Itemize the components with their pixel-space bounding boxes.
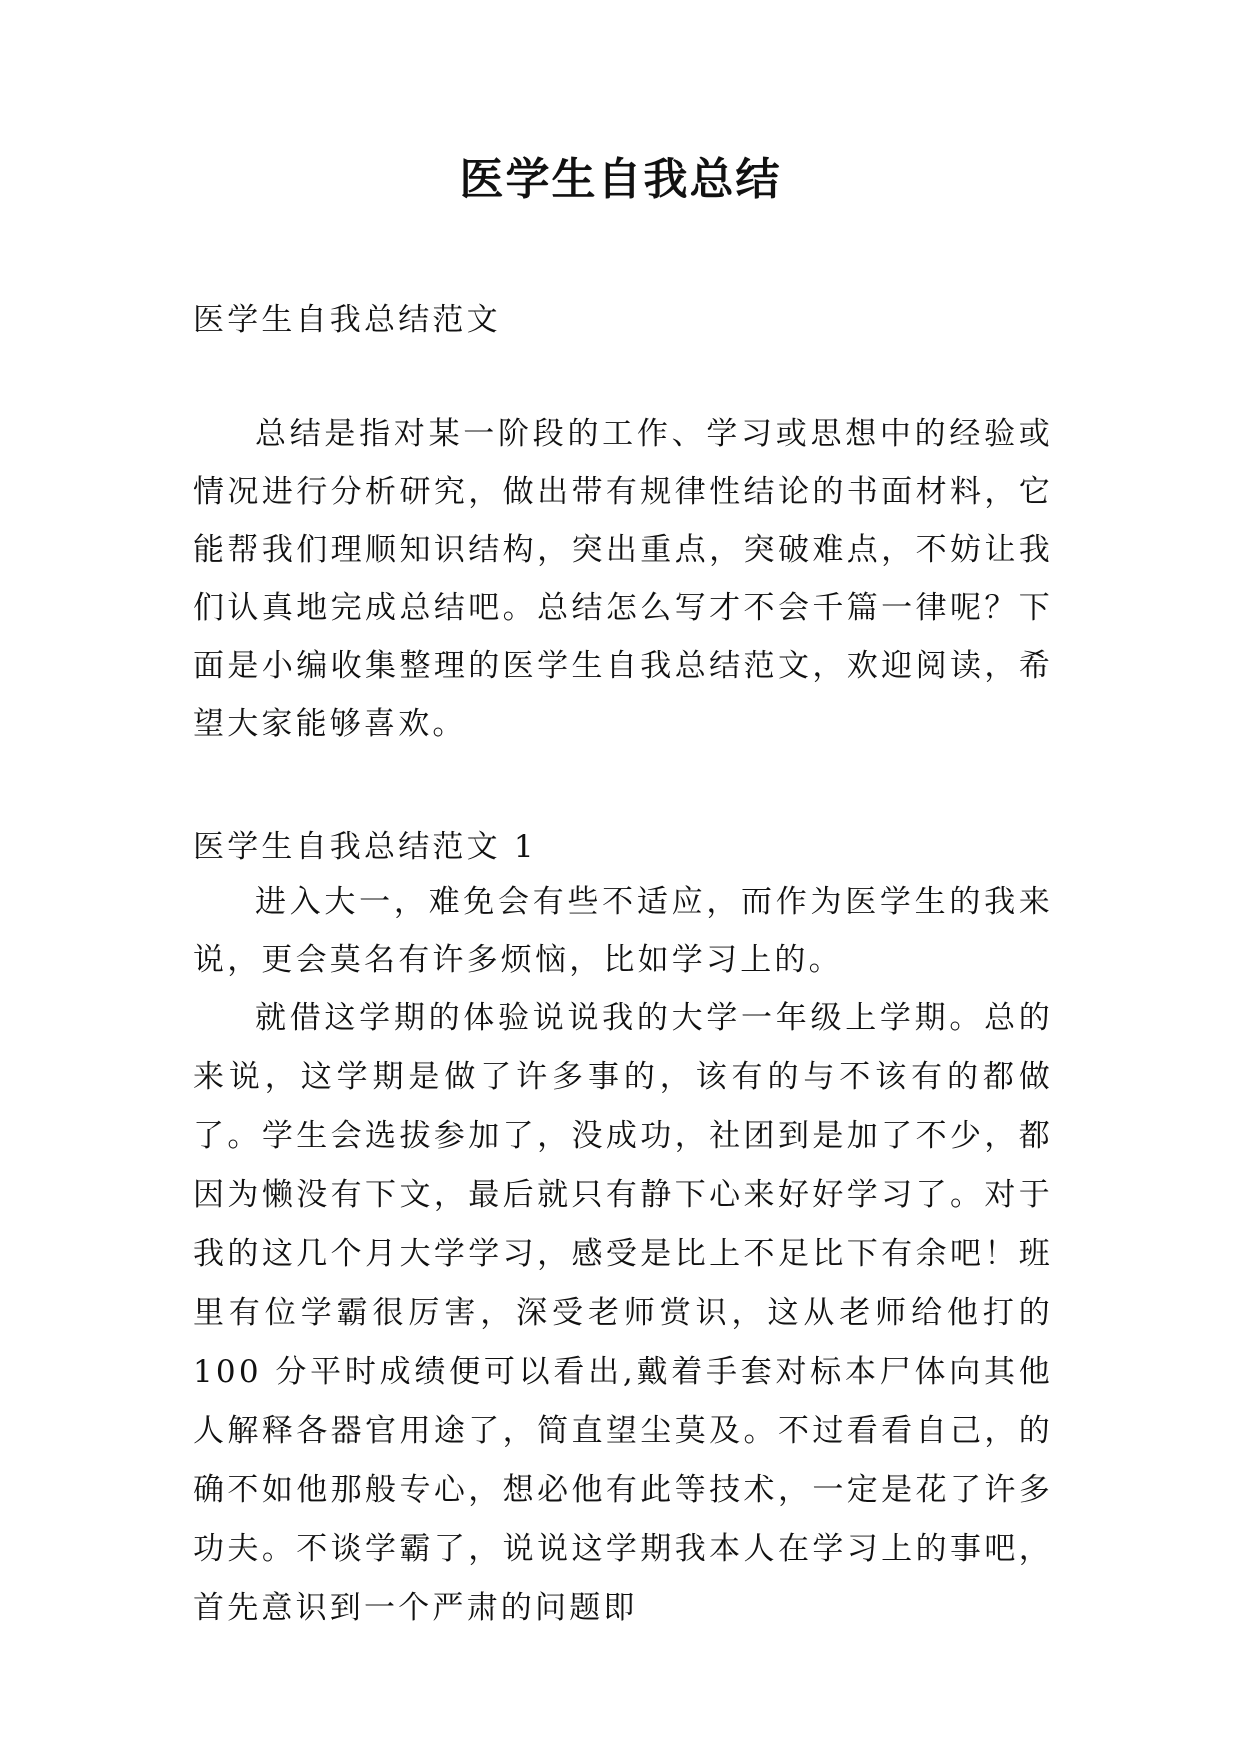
body-paragraph: 就借这学期的体验说说我的大学一年级上学期。总的来说，这学期是做了许多事的，该有的与不该有的都做了。学生会选拔参加了，没成功，社团到是加了不少，都因为懒没有下文，最后就只有静下心来好好学习了。对于我的这几个月大学学习，感受是比上不足比下有余吧！班里有位学霸很厉害，深受老师赏识，这从老师给他打的 100 分平时成绩便可以看出,戴着手套对标本尸体向其他人解释各器官用途了，简直望尘莫及。不过看看自己，的确不如他那般专心，想必他有此等技术，一定是花了许多功夫。不谈学霸了，说说这学期我本人在学习上的事吧，首先意识到一个严肃的问题即 xyxy=(193,1000,1053,1626)
section-heading: 医学生自我总结范文 1 xyxy=(193,829,537,865)
document-title: 医学生自我总结 xyxy=(459,154,782,205)
document-subtitle: 医学生自我总结范文 xyxy=(193,302,501,338)
body-paragraph: 进入大一，难免会有些不适应，而作为医学生的我来说，更会莫名有许多烦恼，比如学习上的。 xyxy=(193,884,1053,978)
intro-paragraph: 总结是指对某一阶段的工作、学习或思想中的经验或情况进行分析研究，做出带有规律性结论的书面材料，它能帮我们理顺知识结构，突出重点，突破难点，不妨让我们认真地完成总结吧。总结怎么写才不会千篇一律呢？下面是小编收集整理的医学生自我总结范文，欢迎阅读，希望大家能够喜欢。 xyxy=(193,416,1053,742)
